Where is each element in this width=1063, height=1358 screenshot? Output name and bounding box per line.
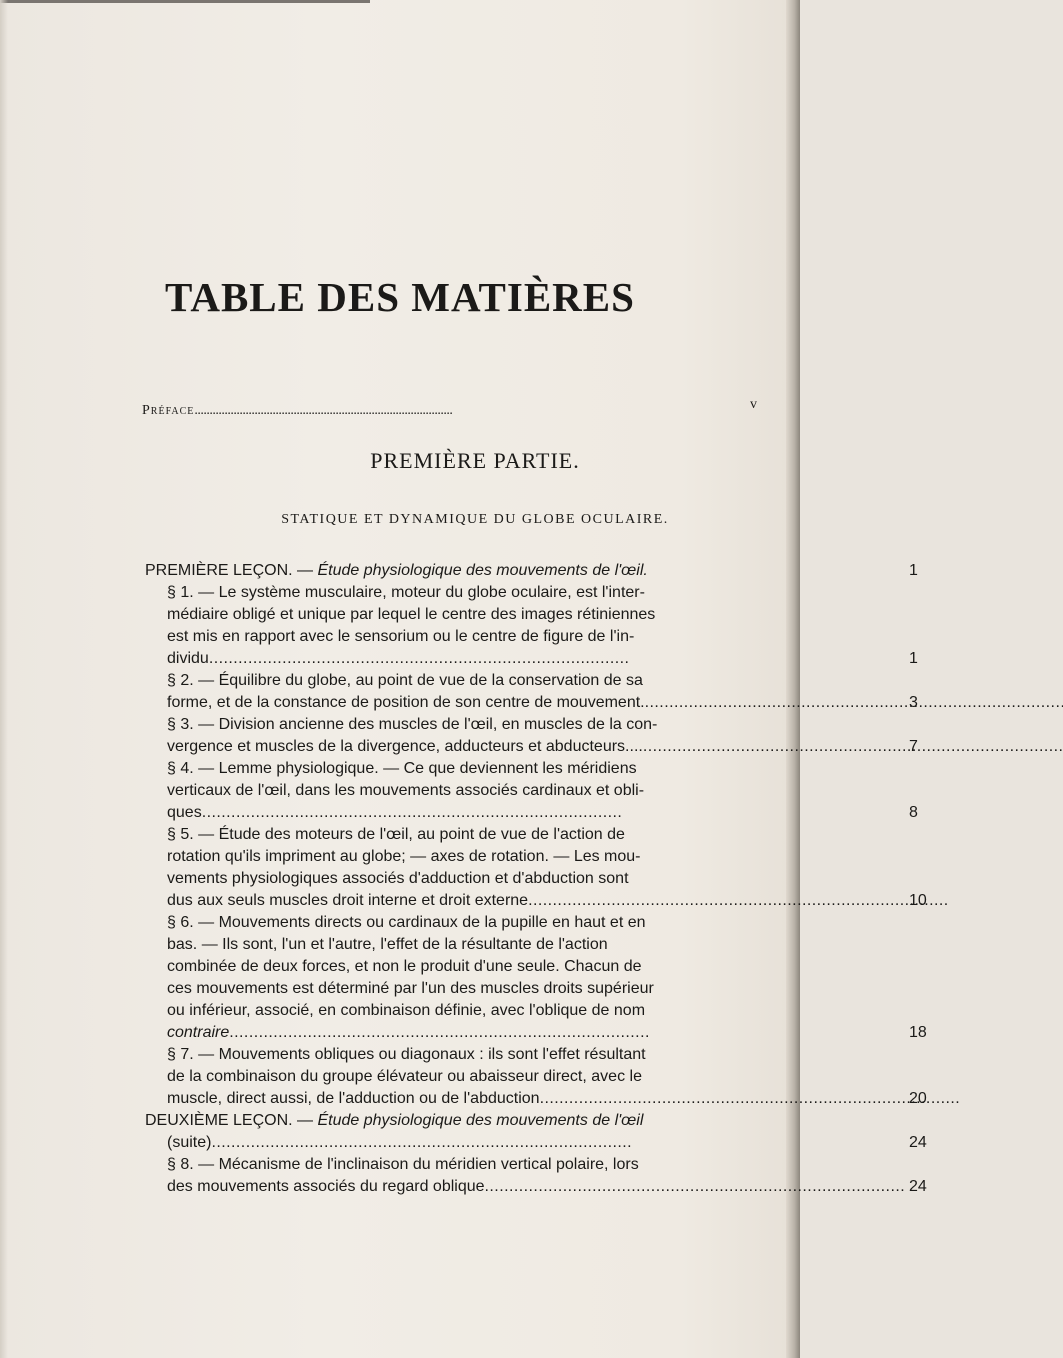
- section-number: § 3.: [167, 716, 194, 733]
- section-last-line: [167, 802, 727, 824]
- section-last-line: [167, 648, 727, 670]
- section-number: § 8.: [167, 1156, 194, 1173]
- leader-dots: [211, 1132, 727, 1154]
- section-page-number: 18: [909, 1024, 927, 1041]
- section-page-number: 1: [909, 650, 918, 667]
- leader-dots: [645, 692, 1063, 714]
- section-first-line: § 6. — Mouvements directs ou cardinaux de la pupille en haut et en: [167, 914, 646, 931]
- section-page-number: 10: [909, 892, 927, 909]
- section-first-line: § 7. — Mouvements obliques ou diagonaux : ils sont l'effet résultant: [167, 1046, 646, 1063]
- leader-dots: [540, 1088, 958, 1110]
- lesson-title: Étude physiologique des mouvements de l'œil: [317, 1112, 644, 1129]
- section-entry: [167, 912, 727, 1044]
- section-page-number: 24: [909, 1178, 927, 1195]
- section-entry: [167, 670, 727, 714]
- section-page-number: 20: [909, 1090, 927, 1107]
- section-page-number: 7: [909, 738, 918, 755]
- section-text: Mouvements obliques ou diagonaux : ils sont l'effet résultant: [218, 1046, 646, 1063]
- lesson-title: Étude physiologique des mouvements de l'œil.: [317, 562, 648, 579]
- section-number: § 2.: [167, 672, 194, 689]
- preface-entry: [142, 403, 587, 419]
- section-number: § 7.: [167, 1046, 194, 1063]
- lesson-page-number: 24: [909, 1134, 927, 1151]
- section-page-number: 3: [909, 694, 918, 711]
- section-number: § 1.: [167, 584, 194, 601]
- section-entry: [167, 824, 727, 912]
- section-last-line: [167, 736, 727, 758]
- section-text: médiaire obligé et unique par lequel le centre des images rétiniennes: [167, 606, 656, 623]
- section-first-line: § 4. — Lemme physiologique. — Ce que deviennent les méridiens: [167, 760, 637, 777]
- preface-page-number: v: [750, 397, 757, 412]
- section-entry: [167, 714, 727, 758]
- section-first-line: § 5. — Étude des moteurs de l'œil, au point de vue de l'action de: [167, 826, 625, 843]
- leader-dots: [202, 802, 727, 824]
- section-last-line: [167, 1022, 727, 1044]
- section-text: dus aux seuls muscles droit interne et droit externe: [167, 892, 529, 909]
- section-text: est mis en rapport avec le sensorium ou le centre de figure de l'in-: [167, 628, 635, 645]
- dash-separator: —: [292, 562, 318, 579]
- section-last-line: [167, 890, 727, 912]
- page-binding-edge: [786, 0, 800, 1358]
- section-text: Division ancienne des muscles de l'œil, en muscles de la con-: [218, 716, 658, 733]
- section-text: combinée de deux forces, et non le produit d'une seule. Chacun de: [167, 958, 642, 975]
- leader-dots: [485, 1176, 903, 1198]
- section-page-number: 8: [909, 804, 918, 821]
- section-text: vergence et muscles de la divergence, adducteurs et abducteurs....: [167, 738, 643, 755]
- section-text: bas. — Ils sont, l'un et l'autre, l'effet de la résultante de l'action: [167, 936, 608, 953]
- lesson-entry: [145, 560, 727, 582]
- section-text: ces mouvements est déterminé par l'un des muscles droits supérieur: [167, 980, 654, 997]
- lesson-label: PREMIÈRE LEÇON.: [145, 562, 293, 579]
- section-text: Le système musculaire, moteur du globe oculaire, est l'inter-: [218, 584, 645, 601]
- section-number: § 4.: [167, 760, 194, 777]
- section-text: verticaux de l'œil, dans les mouvements associés cardinaux et obli-: [167, 782, 645, 799]
- section-last-line: [167, 1176, 727, 1198]
- section-first-line: § 1. — Le système musculaire, moteur du globe oculaire, est l'inter-: [167, 584, 645, 601]
- section-entry: [167, 582, 727, 670]
- section-text: Étude des moteurs de l'œil, au point de vue de l'action de: [218, 826, 625, 843]
- section-text: rotation qu'ils impriment au globe; — axes de rotation. — Les mou-: [167, 848, 641, 865]
- section-text: Mécanisme de l'inclinaison du méridien vertical polaire, lors: [218, 1156, 639, 1173]
- section-text: ou inférieur, associé, en combinaison définie, avec l'oblique de nom: [167, 1002, 646, 1019]
- leader-dots: [528, 890, 946, 912]
- part-subtitle: STATIQUE ET DYNAMIQUE DU GLOBE OCULAIRE.: [281, 512, 669, 527]
- section-number: § 6.: [167, 914, 194, 931]
- section-entry: [167, 1154, 727, 1198]
- section-first-line: § 3. — Division ancienne des muscles de l'œil, en muscles de la con-: [167, 716, 658, 733]
- section-number: § 5.: [167, 826, 194, 843]
- lesson-suffix: (suite): [167, 1134, 212, 1151]
- section-text: contraire: [167, 1024, 230, 1041]
- lesson-page-number: 1: [909, 562, 918, 579]
- lesson-label: DEUXIÈME LEÇON.: [145, 1112, 293, 1129]
- section-text: des mouvements associés du regard oblique: [167, 1178, 485, 1195]
- section-text: muscle, direct aussi, de l'adduction ou de l'abduction: [167, 1090, 540, 1107]
- section-first-line: § 8. — Mécanisme de l'inclinaison du méridien vertical polaire, lors: [167, 1156, 639, 1173]
- section-text: Mouvements directs ou cardinaux de la pupille en haut et en: [218, 914, 646, 931]
- section-text: dividu: [167, 650, 209, 667]
- section-text: Lemme physiologique. — Ce que deviennent les méridiens: [218, 760, 637, 777]
- section-entry: [167, 1044, 727, 1110]
- leader-dots: [643, 736, 1061, 758]
- section-last-line: [167, 1088, 727, 1110]
- toc-entries: [145, 560, 927, 1198]
- section-text: vements physiologiques associés d'adduction et d'abduction sont: [167, 870, 629, 887]
- preface-label: Préface: [142, 403, 195, 418]
- section-first-line: § 2. — Équilibre du globe, au point de vue de la conservation de sa: [167, 672, 643, 689]
- lesson-continuation: [167, 1132, 727, 1154]
- leader-dots: [194, 403, 587, 419]
- section-text: forme, et de la constance de position de son centre de mouvement.: [167, 694, 645, 711]
- section-text: de la combinaison du groupe élévateur ou abaisseur direct, avec le: [167, 1068, 642, 1085]
- section-text: Équilibre du globe, au point de vue de la conservation de sa: [218, 672, 643, 689]
- lesson-last-line: [167, 1132, 727, 1154]
- lesson-entry: DEUXIÈME LEÇON. — Étude physiologique des mouvements de l'œil: [145, 1112, 644, 1129]
- page-top-edge: [0, 0, 370, 3]
- page-title: TABLE DES MATIÈRES: [165, 274, 635, 320]
- section-text: ques: [167, 804, 202, 821]
- part-title: PREMIÈRE PARTIE.: [370, 448, 580, 473]
- leader-dots: [209, 648, 727, 670]
- section-last-line: [167, 692, 727, 714]
- leader-dots: [229, 1022, 727, 1044]
- section-entry: [167, 758, 727, 824]
- page-left-edge: [0, 0, 8, 1358]
